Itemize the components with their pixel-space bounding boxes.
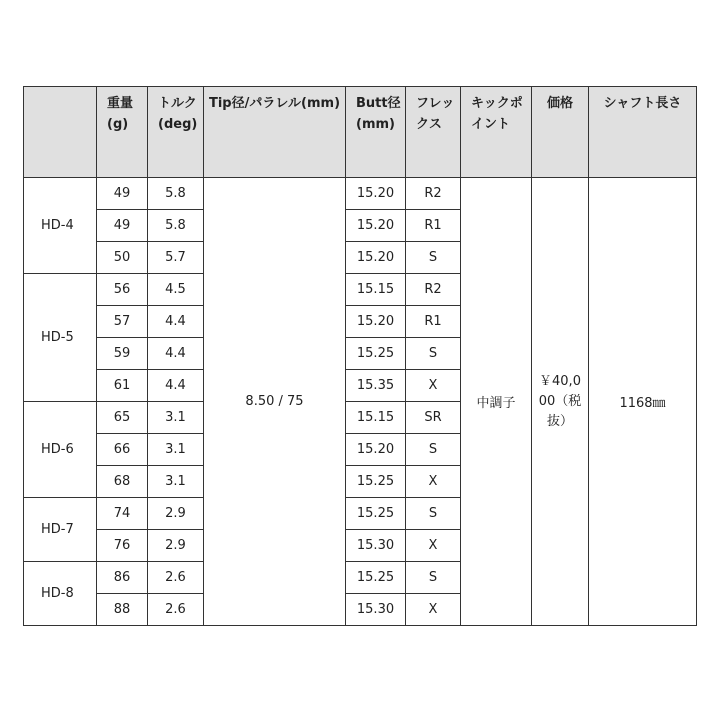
header-flex: フレックス bbox=[406, 87, 461, 178]
flex-cell: SR bbox=[406, 402, 461, 434]
butt-cell: 15.15 bbox=[346, 274, 406, 306]
header-kick: キックポイント bbox=[461, 87, 532, 178]
flex-cell: S bbox=[406, 434, 461, 466]
weight-cell: 76 bbox=[97, 530, 148, 562]
length-cell: 1168㎜ bbox=[589, 178, 697, 626]
weight-cell: 56 bbox=[97, 274, 148, 306]
header-row bbox=[24, 87, 697, 178]
torque-cell: 4.4 bbox=[148, 338, 204, 370]
header-tip: Tip径/パラレル(mm) bbox=[204, 87, 346, 178]
butt-cell: 15.35 bbox=[346, 370, 406, 402]
butt-cell: 15.25 bbox=[346, 498, 406, 530]
torque-cell: 2.9 bbox=[148, 498, 204, 530]
header-butt: Butt径(mm) bbox=[346, 87, 406, 178]
torque-cell: 4.5 bbox=[148, 274, 204, 306]
torque-cell: 2.9 bbox=[148, 530, 204, 562]
weight-cell: 74 bbox=[97, 498, 148, 530]
weight-cell: 57 bbox=[97, 306, 148, 338]
header-model bbox=[24, 87, 97, 178]
flex-cell: R1 bbox=[406, 210, 461, 242]
torque-cell: 5.8 bbox=[148, 210, 204, 242]
butt-cell: 15.30 bbox=[346, 530, 406, 562]
header-price: 価格 bbox=[532, 87, 589, 178]
butt-cell: 15.20 bbox=[346, 306, 406, 338]
price-cell: ￥40,000（税抜） bbox=[532, 178, 589, 626]
torque-cell: 2.6 bbox=[148, 562, 204, 594]
shaft-spec-table bbox=[23, 86, 697, 626]
weight-cell: 59 bbox=[97, 338, 148, 370]
table-row bbox=[24, 178, 697, 210]
torque-cell: 3.1 bbox=[148, 402, 204, 434]
header-weight: 重量(g) bbox=[97, 87, 148, 178]
weight-cell: 61 bbox=[97, 370, 148, 402]
butt-cell: 15.20 bbox=[346, 210, 406, 242]
weight-cell: 68 bbox=[97, 466, 148, 498]
flex-cell: S bbox=[406, 562, 461, 594]
flex-cell: X bbox=[406, 466, 461, 498]
flex-cell: S bbox=[406, 242, 461, 274]
model-cell: HD-4 bbox=[24, 178, 97, 274]
flex-cell: S bbox=[406, 338, 461, 370]
weight-cell: 86 bbox=[97, 562, 148, 594]
flex-cell: X bbox=[406, 530, 461, 562]
torque-cell: 3.1 bbox=[148, 434, 204, 466]
butt-cell: 15.20 bbox=[346, 434, 406, 466]
butt-cell: 15.25 bbox=[346, 562, 406, 594]
flex-cell: X bbox=[406, 370, 461, 402]
weight-cell: 49 bbox=[97, 210, 148, 242]
torque-cell: 3.1 bbox=[148, 466, 204, 498]
butt-cell: 15.25 bbox=[346, 338, 406, 370]
flex-cell: R2 bbox=[406, 178, 461, 210]
torque-cell: 5.7 bbox=[148, 242, 204, 274]
weight-cell: 50 bbox=[97, 242, 148, 274]
weight-cell: 65 bbox=[97, 402, 148, 434]
torque-cell: 4.4 bbox=[148, 370, 204, 402]
butt-cell: 15.25 bbox=[346, 466, 406, 498]
butt-cell: 15.15 bbox=[346, 402, 406, 434]
tip-cell: 8.50 / 75 bbox=[204, 178, 346, 626]
butt-cell: 15.20 bbox=[346, 242, 406, 274]
model-cell: HD-6 bbox=[24, 402, 97, 498]
weight-cell: 49 bbox=[97, 178, 148, 210]
flex-cell: R1 bbox=[406, 306, 461, 338]
butt-cell: 15.20 bbox=[346, 178, 406, 210]
torque-cell: 5.8 bbox=[148, 178, 204, 210]
torque-cell: 2.6 bbox=[148, 594, 204, 626]
flex-cell: S bbox=[406, 498, 461, 530]
header-torque: トルク(deg) bbox=[148, 87, 204, 178]
weight-cell: 66 bbox=[97, 434, 148, 466]
flex-cell: R2 bbox=[406, 274, 461, 306]
model-cell: HD-5 bbox=[24, 274, 97, 402]
header-length: シャフト長さ bbox=[589, 87, 697, 178]
weight-cell: 88 bbox=[97, 594, 148, 626]
model-cell: HD-7 bbox=[24, 498, 97, 562]
flex-cell: X bbox=[406, 594, 461, 626]
butt-cell: 15.30 bbox=[346, 594, 406, 626]
model-cell: HD-8 bbox=[24, 562, 97, 626]
torque-cell: 4.4 bbox=[148, 306, 204, 338]
kick-cell: 中調子 bbox=[461, 178, 532, 626]
